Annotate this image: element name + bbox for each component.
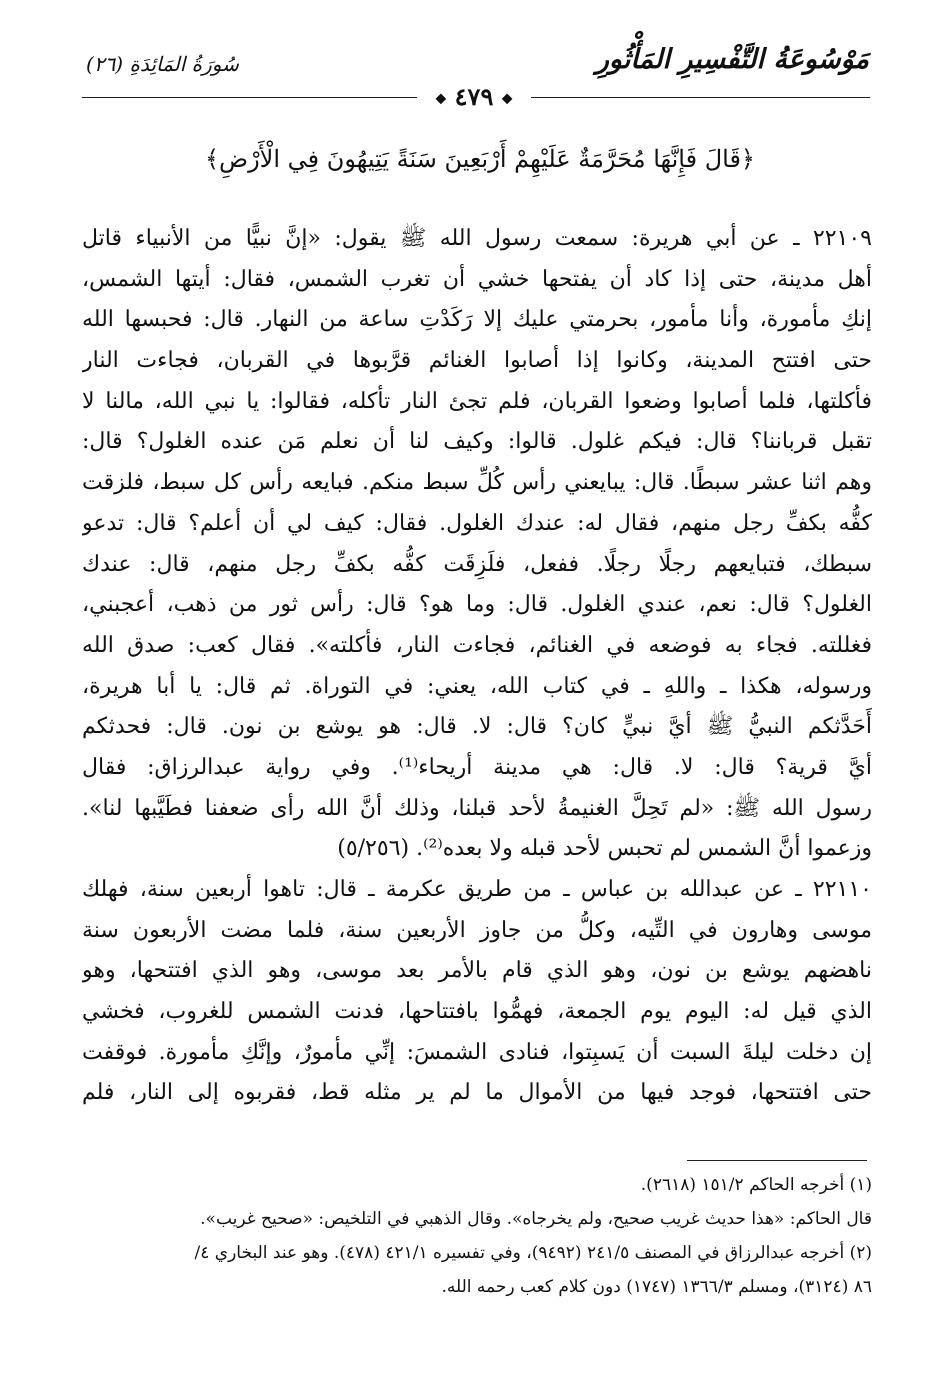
- footnotes: [82, 1168, 872, 1304]
- text-line: الذي قيل له: اليوم يوم الجمعة، فهمُّوا بافتتاحها، فدنت الشمس للغروب، فخشي: [82, 999, 872, 1025]
- text-line: أيَّ قرية؟ قال: لا. قال: هي مدينة أريحاء⁽¹⁾. وفي رواية عبدالرزاق: فقال: [82, 754, 872, 780]
- text-line: الغلول؟ قال: نعم، عندي الغلول. قال: وما هو؟ قال: رأس ثور من ذهب، أعجبني،: [82, 592, 872, 618]
- text-line: حتى افتتحها، فوجد فيها من الأموال ما لم ير مثله قط، فقربوه إلى النار، فلم: [82, 1080, 872, 1106]
- text-line: فغللته. فجاء به فوضعه في الغنائم، فجاءت النار، فأكلته». فقال كعب: صدق الله: [82, 632, 872, 658]
- footnote-divider: [687, 1160, 867, 1161]
- ornament-icon: ◆: [435, 90, 447, 107]
- quran-verse: ﴿قَالَ فَإِنَّهَا مُحَرَّمَةٌ عَلَيْهِمْ أَرْبَعِينَ سَنَةً يَتِيهُونَ فِي الْأَرْضِ﴾: [204, 145, 755, 173]
- ornament-icon: ◆: [501, 90, 513, 107]
- footnote-line: ٨٦ (٣١٢٤)، ومسلم ١٣٦٦/٣ (١٧٤٧) دون كلام كعب رحمه الله.: [441, 1277, 872, 1297]
- text-line: ٢٢١١٠ ـ عن عبدالله بن عباس ـ من طريق عكرمة ـ قال: تاهوا أربعين سنة، فهلك: [82, 877, 872, 902]
- page-number: [417, 82, 531, 112]
- footnote-line: قال الحاكم: «هذا حديث غريب صحيح، ولم يخرجاه». وقال الذهبي في التلخيص: «صحيح غريب».: [200, 1209, 872, 1229]
- text-line: إنكِ مأمورة، وأنا مأمور، بحرمتي عليك إلا رَكَدْتِ ساعة من النهار. قال: فحبسها الله: [82, 307, 872, 333]
- text-line: وهم اثنا عشر سبطًا. قال: يبايعني رأس كُلِّ سبط منكم. فبايعه رأس كل سبط، فلزقت: [82, 470, 872, 496]
- text-line: رسول الله ﷺ: «لم تَحِلَّ الغنيمةُ لأحد قبلنا، وذلك أنَّ الله رأى ضعفنا فطَيَّبها لنا».: [82, 795, 872, 821]
- text-line: سبطك، فتبايعهم رجلًا رجلًا. ففعل، فلَزِقَت كفُّه بكفِّ رجل منهم، قال: عندك: [82, 551, 872, 577]
- text-line: ٢٢١٠٩ ـ عن أبي هريرة: سمعت رسول الله ﷺ يقول: «إنَّ نبيًّا من الأنبياء قاتل: [82, 226, 872, 251]
- text-line: وزعموا أنَّ الشمس لم تحبس لأحد قبله ولا بعده⁽²⁾. (٥/٢٥٦): [337, 836, 872, 862]
- text-line: تقبل قرباننا؟ قال: فيكم غلول. قالوا: وكيف لنا أن نعلم مَن عنده الغلول؟ قال:: [82, 429, 872, 455]
- text-line: فأكلتها، فلما أصابوا وضعوا القربان، فلم تجئ النار تأكله، فقالوا: يا نبي الله، مالنا لا: [82, 388, 872, 414]
- text-line: ناهضهم يوشع بن نون، وهو الذي قام بالأمر بعد موسى، وهو الذي افتتحها، وهو: [82, 958, 872, 984]
- text-line: موسى وهارون في التِّيه، وكلُّ من جاوز الأربعين سنة، فلما مضت الأربعون سنة: [82, 917, 872, 943]
- text-line: أَحَدَّثكم النبيُّ ﷺ أيَّ نبيٍّ كان؟ قال: لا. قال: هو يوشع بن نون. قال: فحدثكم: [82, 714, 872, 740]
- text-line: ورسوله، هكذا ـ واللهِ ـ في كتاب الله، يعني: في التوراة. ثم قال: يا أبا هريرة،: [82, 673, 872, 699]
- text-line: حتى افتتح المدينة، وكانوا إذا أصابوا الغنائم قرَّبوها في القربان، فجاءت النار: [82, 348, 872, 374]
- page-number-text: ٤٧٩: [454, 82, 494, 111]
- main-text: [82, 219, 872, 1114]
- footnote-line: (٢) أخرجه عبدالرزاق في المصنف ٢٤١/٥ (٩٤٩٢)، وفي تفسيره ٤٢١/١ (٤٧٨). وهو عند البخاري ٤/: [194, 1243, 872, 1263]
- footnote-line: (١) أخرجه الحاكم ١٥١/٢ (٢٦١٨).: [640, 1175, 872, 1195]
- book-title: مَوْسُوعَةُ التَّفْسِيرِ المَأْثُورِ: [595, 44, 869, 75]
- text-line: أهل مدينة، حتى إذا كاد أن يفتحها خشي أن تغرب الشمس، فقال: أيتها الشمس،: [82, 266, 872, 292]
- text-line: إن دخلت ليلةَ السبت أن يَسبِتوا، فنادى الشمسَ: إنِّي مأمورٌ، وإنَّكِ مأمورة. فوقفت: [82, 1039, 872, 1065]
- surah-label: سُورَةُ المَائِدَةِ (٢٦): [86, 52, 239, 76]
- text-line: كفُّه بكفِّ رجل منهم، فقال له: عندك الغلول. فقال: كيف لي أن أعلم؟ قال: تدعو: [82, 510, 872, 536]
